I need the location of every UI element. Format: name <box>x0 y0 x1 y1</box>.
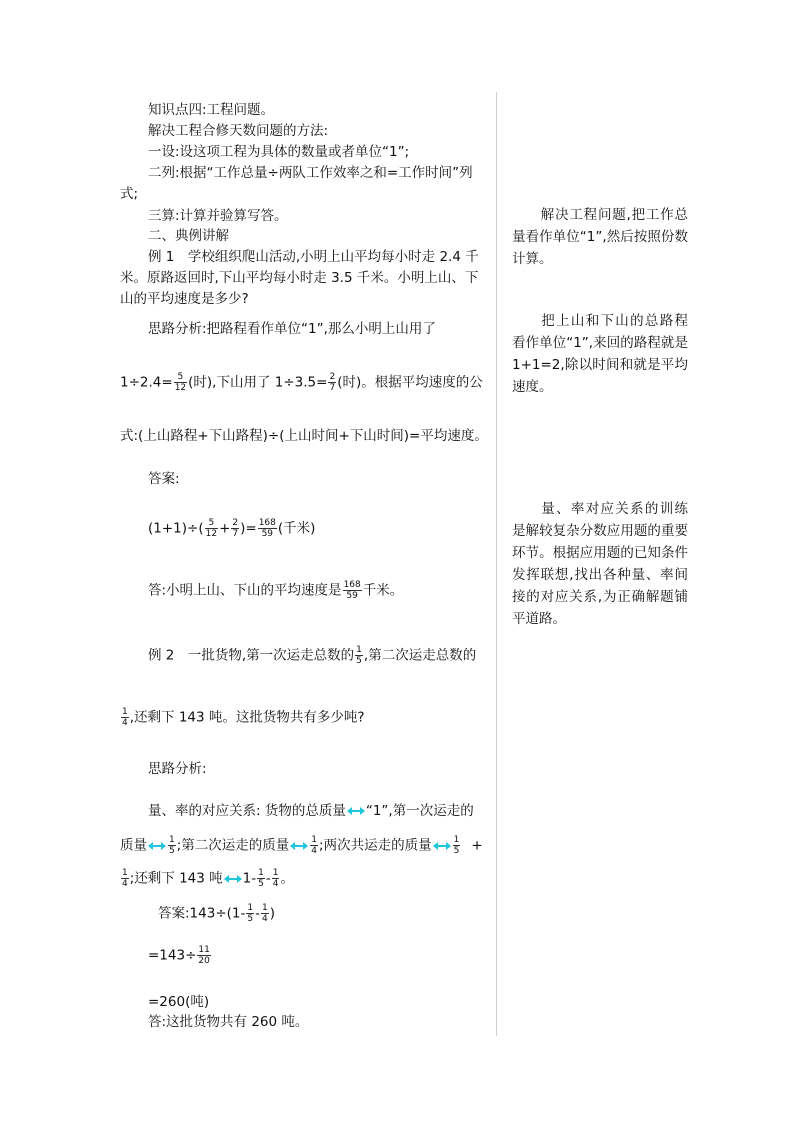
denominator: 5 <box>453 846 460 856</box>
double-arrow-icon <box>224 875 242 883</box>
step-two-continued: 式; <box>120 186 139 202</box>
denominator: 5 <box>258 879 264 889</box>
example-2-relation-2 <box>120 835 483 856</box>
numerator: 1 <box>169 835 175 845</box>
note-text: 解决工程问题,把工作总量看作单位“1”,然后按照份数计算。 <box>512 207 688 267</box>
text: ;两次共运走的质量 <box>319 837 432 854</box>
denominator: 4 <box>261 914 268 924</box>
example-2-calculation-3: =260(吨) <box>148 994 210 1010</box>
text: (千米) <box>277 520 316 537</box>
numerator: 2 <box>329 372 336 382</box>
text: 答:小明上山、下山的平均速度是 <box>148 582 342 599</box>
example-1-line-1: 例 1 学校组织爬山活动,小明上山平均每小时走 2.4 千 <box>148 249 479 265</box>
text: 量、率的对应关系: 货物的总质量 <box>148 803 346 819</box>
denominator: 12 <box>174 383 187 393</box>
fraction <box>121 707 129 728</box>
text: ;还剩下 143 吨 <box>129 870 223 887</box>
example-2-analysis-label: 思路分析: <box>148 761 207 777</box>
numerator: 1 <box>453 835 460 845</box>
text: 1- <box>242 870 257 887</box>
denominator: 20 <box>198 956 210 966</box>
denominator: 4 <box>122 718 128 728</box>
numerator: 1 <box>261 903 268 913</box>
text: (时),下山用了 1÷3.5= <box>188 374 328 391</box>
method-title: 解决工程合修天数问题的方法: <box>148 123 329 139</box>
example-2-answer: 答:这批货物共有 260 吨。 <box>148 1014 309 1030</box>
double-arrow-icon <box>347 807 365 815</box>
text: ) <box>269 905 275 922</box>
fraction <box>258 518 277 539</box>
numerator: 1 <box>311 835 318 845</box>
fraction <box>174 372 187 393</box>
text: )= <box>240 520 257 537</box>
numerator: 168 <box>258 518 276 528</box>
numerator: 2 <box>232 518 239 528</box>
fraction <box>205 518 218 539</box>
denominator: 5 <box>356 656 362 666</box>
numerator: 1 <box>356 645 362 655</box>
fraction <box>328 372 336 393</box>
text: ,还剩下 143 吨。这批货物共有多少吨? <box>129 709 365 726</box>
fraction <box>168 835 176 856</box>
denominator: 12 <box>205 529 218 539</box>
text: (时)。根据平均速度的公 <box>337 374 483 391</box>
text: ,第二次运走总数的 <box>363 647 477 664</box>
sidebar-note-2 <box>512 310 688 398</box>
numerator: 5 <box>205 518 218 529</box>
denominator: 5 <box>247 914 254 924</box>
denominator: 7 <box>329 383 336 393</box>
example-2-calculation-1 <box>158 903 275 924</box>
numerator: 1 <box>247 903 254 913</box>
text: “1”,第一次运走的 <box>365 803 474 819</box>
text: 1÷2.4= <box>120 374 173 391</box>
example-1-time-calc <box>120 372 483 393</box>
double-arrow-icon <box>433 842 451 850</box>
fraction <box>355 645 363 666</box>
denominator: 59 <box>346 591 358 601</box>
denominator: 59 <box>261 529 274 539</box>
denominator: 7 <box>232 529 239 539</box>
numerator: 11 <box>198 945 210 955</box>
denominator: 4 <box>272 879 279 889</box>
example-1-line-3: 山的平均速度是多少? <box>120 291 249 307</box>
fraction <box>261 903 269 924</box>
numerator: 168 <box>343 580 361 590</box>
numerator: 1 <box>122 868 128 878</box>
example-1-line-2: 米。原路返回时,下山平均每小时走 3.5 千米。小明上山、下 <box>120 270 479 286</box>
text: - <box>265 870 271 887</box>
example-2-calculation-2 <box>148 945 212 966</box>
fraction <box>343 580 362 601</box>
text: 例 2 一批货物,第一次运走总数的 <box>148 647 355 664</box>
text: 质量 <box>120 837 147 854</box>
text: =143÷ <box>148 947 197 964</box>
text: + <box>219 520 231 537</box>
example-1-answer <box>148 580 403 601</box>
text: 。 <box>280 870 294 887</box>
sidebar-note-3 <box>512 498 688 630</box>
step-two: 二列:根据“工作总量÷两队工作效率之和=工作时间”列 <box>148 165 473 181</box>
column-divider <box>496 92 497 1036</box>
text: 千米。 <box>362 582 404 599</box>
text: 答案:143÷(1- <box>158 905 246 922</box>
step-three: 三算:计算并验算写答。 <box>148 208 288 224</box>
knowledge-point-title: 知识点四:工程问题。 <box>148 102 275 118</box>
sidebar-note-1 <box>512 204 688 270</box>
example-2-line-2 <box>120 707 365 728</box>
numerator: 1 <box>272 868 279 878</box>
step-one: 一设:设这项工程为具体的数量或者单位“1”; <box>148 144 410 160</box>
fraction <box>310 835 318 856</box>
fraction <box>231 518 239 539</box>
fraction <box>453 835 461 856</box>
note-text: 量、率对应关系的训练是解较复杂分数应用题的重要环节。根据应用题的已知条件发挥联想,找出各种量、率间接的对应关系,为正确解题铺平道路。 <box>512 501 688 627</box>
note-text: 把上山和下山的总路程看作单位“1”,来回的路程就是 1+1=2,除以时间和就是平均速度。 <box>512 313 688 395</box>
fraction <box>257 868 265 889</box>
example-2-relation-3 <box>120 868 294 889</box>
double-arrow-icon <box>290 842 308 850</box>
denominator: 4 <box>311 846 318 856</box>
example-1-analysis: 思路分析:把路程看作单位“1”,那么小明上山用了 <box>148 321 436 337</box>
text: (1+1)÷( <box>148 520 204 537</box>
fraction <box>197 945 210 966</box>
text: ;第二次运走的质量 <box>176 837 290 854</box>
example-1-answer-label: 答案: <box>148 471 180 487</box>
numerator: 1 <box>122 707 128 717</box>
double-arrow-icon <box>148 842 166 850</box>
numerator: 1 <box>258 868 264 878</box>
denominator: 4 <box>122 879 128 889</box>
denominator: 5 <box>169 846 175 856</box>
fraction <box>246 903 254 924</box>
numerator: 5 <box>174 372 187 383</box>
text: - <box>255 905 260 922</box>
text: + <box>471 837 483 854</box>
fraction <box>272 868 280 889</box>
example-2-line-1 <box>148 645 476 666</box>
example-1-calculation <box>148 518 315 539</box>
section-heading: 二、典例讲解 <box>148 228 229 244</box>
example-1-formula: 式:(上山路程+下山路程)÷(上山时间+下山时间)=平均速度。 <box>120 428 488 444</box>
example-2-relation-1 <box>148 802 474 820</box>
fraction <box>121 868 129 889</box>
